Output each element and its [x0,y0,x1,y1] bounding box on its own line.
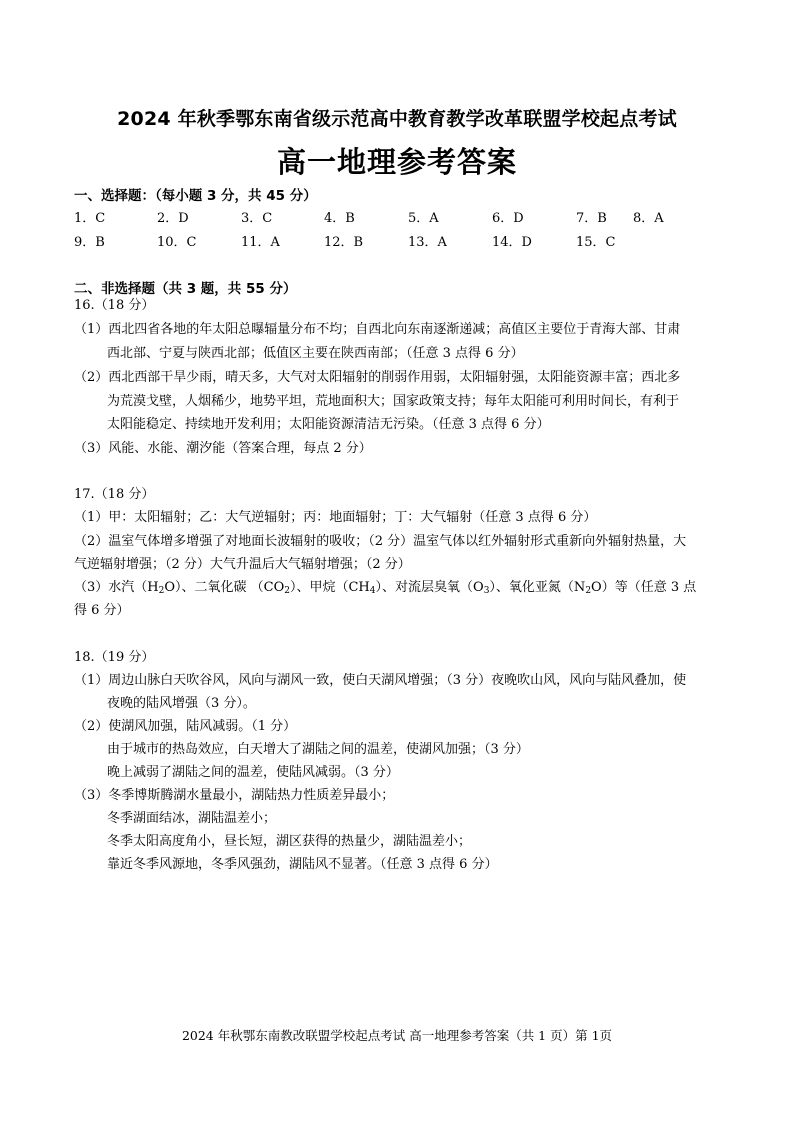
q16-part2-line3: 太阳能稳定、持续地开发利用；太阳能资源清洁无污染。（任意 3 点得 6 分） [107,417,550,432]
mc-answer: 12．B [324,235,364,250]
q18-part2-line3: 晚上减弱了湖陆之间的温差，使陆风减弱。（3 分） [107,765,399,780]
q18-part2-line2: 由于城市的热岛效应，白天增大了湖陆之间的温差，使湖风加强；（3 分） [107,742,529,757]
mc-answer: 5．A [408,211,439,226]
q16-label: 16.（18 分） [74,298,155,313]
q16-part1-line1: （1）西北四省各地的年太阳总曝辐量分布不均；自西北向东南逐渐递减；高值区主要位于青海大部、甘肃 [74,322,681,337]
q16-part3: （3）风能、水能、潮汐能（答案合理，每点 2 分） [74,441,372,456]
mc-answer: 2．D [157,211,189,226]
mc-answer: 13．A [408,235,447,250]
section1-heading: 一、选择题：（每小题 3 分，共 45 分） [74,188,317,204]
mc-answer: 10．C [157,235,197,250]
q17-part3-line1: （3）水汽$(H_2O)$、二氧化碳 $(CO_2)$、甲烷$(CH_4)$、对流层臭氧$(O_3)$、氧化亚氮$(N_2O)$等（任意 3 点 [74,580,697,596]
q18-part1-line1: （1）周边山脉白天吹谷风，风向与湖风一致，使白天湖风增强；（3 分）夜晚吹山风，风向与陆风叠加，使 [74,673,687,688]
q18-part3-line3: 冬季太阳高度角小，昼长短，湖区获得的热量少，湖陆温差小； [107,834,472,849]
q18-part2-line1: （2）使湖风加强，陆风减弱。（1 分） [74,719,297,734]
q17-label: 17.（18 分） [74,487,155,502]
mc-answer: 9．B [74,235,105,250]
q17-part3-line2: 得 6 分） [74,603,130,618]
mc-answer: 6．D [492,211,524,226]
q18-part3-line4: 靠近冬季风源地，冬季风强劲，湖陆风不显著。（任意 3 点得 6 分） [107,857,498,872]
mc-answer: 11．A [241,235,280,250]
mc-answer: 1．C [74,211,106,226]
q18-part1-line2: 夜晚的陆风增强（3 分）。 [107,696,256,711]
q16-part2-line1: （2）西北西部干旱少雨，晴天多，大气对太阳辐射的削弱作用弱，太阳辐射强，太阳能资源丰富；西北多 [74,370,681,385]
mc-answer: 7．B [576,211,607,226]
q17-part1: （1）甲：太阳辐射；乙：大气逆辐射；丙：地面辐射；丁：大气辐射（任意 3 点得 6 分） [74,510,597,525]
q18-label: 18.（19 分） [74,650,155,665]
document-subtitle: 高一地理参考答案 [276,145,517,179]
section2-heading: 二、非选择题（共 3 题，共 55 分） [74,281,297,297]
q16-part2-line2: 为荒漠戈壁，人烟稀少，地势平坦，荒地面积大；国家政策支持；每年太阳能可利用时间长，有利于 [107,394,680,409]
q18-part3-line2: 冬季湖面结冰，湖陆温差小； [107,811,277,826]
q17-part2-line2: 气逆辐射增强；（2 分）大气升温后大气辐射增强；（2 分） [74,557,411,572]
mc-answer: 8．A [633,211,664,226]
page-footer: 2024 年秋鄂东南教改联盟学校起点考试 高一地理参考答案（共 1 页）第 1页 [181,1028,613,1043]
mc-answer: 15．C [576,235,616,250]
q16-part1-line2: 西北部、宁夏与陕西北部；低值区主要在陕西南部；（任意 3 点得 6 分） [107,346,524,361]
q17-part2-line1: （2）温室气体增多增强了对地面长波辐射的吸收；（2 分）温室气体以红外辐射形式重新向外辐射热量，大 [74,534,687,549]
mc-answer: 3．C [241,211,273,226]
mc-answer: 4．B [324,211,355,226]
mc-answer: 14．D [492,235,532,250]
q18-part3-line1: （3）冬季博斯腾湖水量最小，湖陆热力性质差异最小； [74,788,395,803]
exam-title: 2024 年秋季鄂东南省级示范高中教育教学改革联盟学校起点考试 [117,108,677,130]
